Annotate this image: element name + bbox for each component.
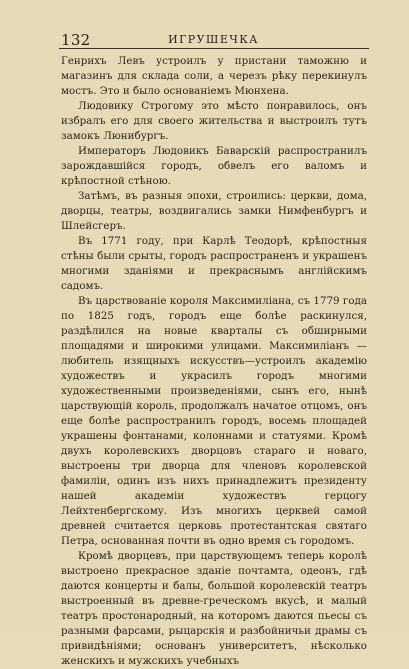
paragraph: Въ царствованіе короля Максимиліана, съ 1779 года по 1825 годъ, городъ еще болѣе раскинулся, раздѣлился на новые кварталы съ обширными площадями и широкими улицами. Максимиліанъ — любитель изящныхъ искусствъ—устроилъ академію художествъ и украсилъ городъ многими художественными произведеніями, сынъ его, нынѣ царствующій король, продолжалъ начатое отцомъ, онъ еще болѣе распространилъ городъ, восемь площадей украшены фонтанами, колоннами и статуями. Кромѣ двухъ королевскихъ дворцовъ стараго и новаго, выстроены три дворца для членовъ королевской фамиліи, одинъ изъ нихъ принадлежитъ президенту нашей академіи художествъ герцогу Лейхтенбергскому. Изъ многихъ церквей самой древней считается церковь протестантская святаго Петра, основанная почти въ одно время съ городомъ. bbox=[61, 295, 367, 547]
paragraph: Затѣмъ, въ разныя эпохи, строились: церкви, дома, дворцы, театры, воздвигались замки Нимфенбургъ и Шлейсгеръ. bbox=[61, 190, 367, 232]
page-header bbox=[61, 31, 366, 49]
paragraph: Кромѣ дворцевъ, при царствующемъ теперь королѣ выстроено прекрасное зданіе почтамта, одеонъ, гдѣ даются концерты и балы, большой королевскій театръ выстроенный въ древне-греческомъ вкусѣ, и малый театръ простонародный, на которомъ даются пьесы съ разными фарсами, рыцарскія и разбойничьи драмы съ привидѣніями; основанъ университетъ, нѣсколько женскихъ и мужскихъ учебныхъ bbox=[61, 550, 367, 667]
header-rule bbox=[59, 48, 369, 49]
paragraph: Генрихъ Левъ устроилъ у пристани таможню и магазинъ для склада соли, а черезъ рѣку перекинулъ мостъ. Это и было основаніемъ Мюнхена. bbox=[61, 55, 367, 97]
body-text bbox=[61, 54, 367, 669]
running-title: ИГРУШЕЧКА bbox=[168, 33, 259, 46]
paragraph: Въ 1771 году, при Карлѣ Теодорѣ, крѣпостныя стѣны были срыты, городъ распространенъ и украшенъ многими зданіями и прекраснымъ англійскимъ садомъ. bbox=[61, 235, 367, 292]
paragraph: Императоръ Людовикъ Баварскій распространилъ зарождавшійся городъ, обвелъ его валомъ и крѣпостной стѣною. bbox=[61, 145, 367, 187]
paragraph: Людовику Строгому это мѣсто понравилось, онъ избралъ его для своего жительства и выстроилъ тутъ замокъ Люнибургъ. bbox=[61, 100, 367, 142]
page-number: 132 bbox=[61, 31, 91, 49]
